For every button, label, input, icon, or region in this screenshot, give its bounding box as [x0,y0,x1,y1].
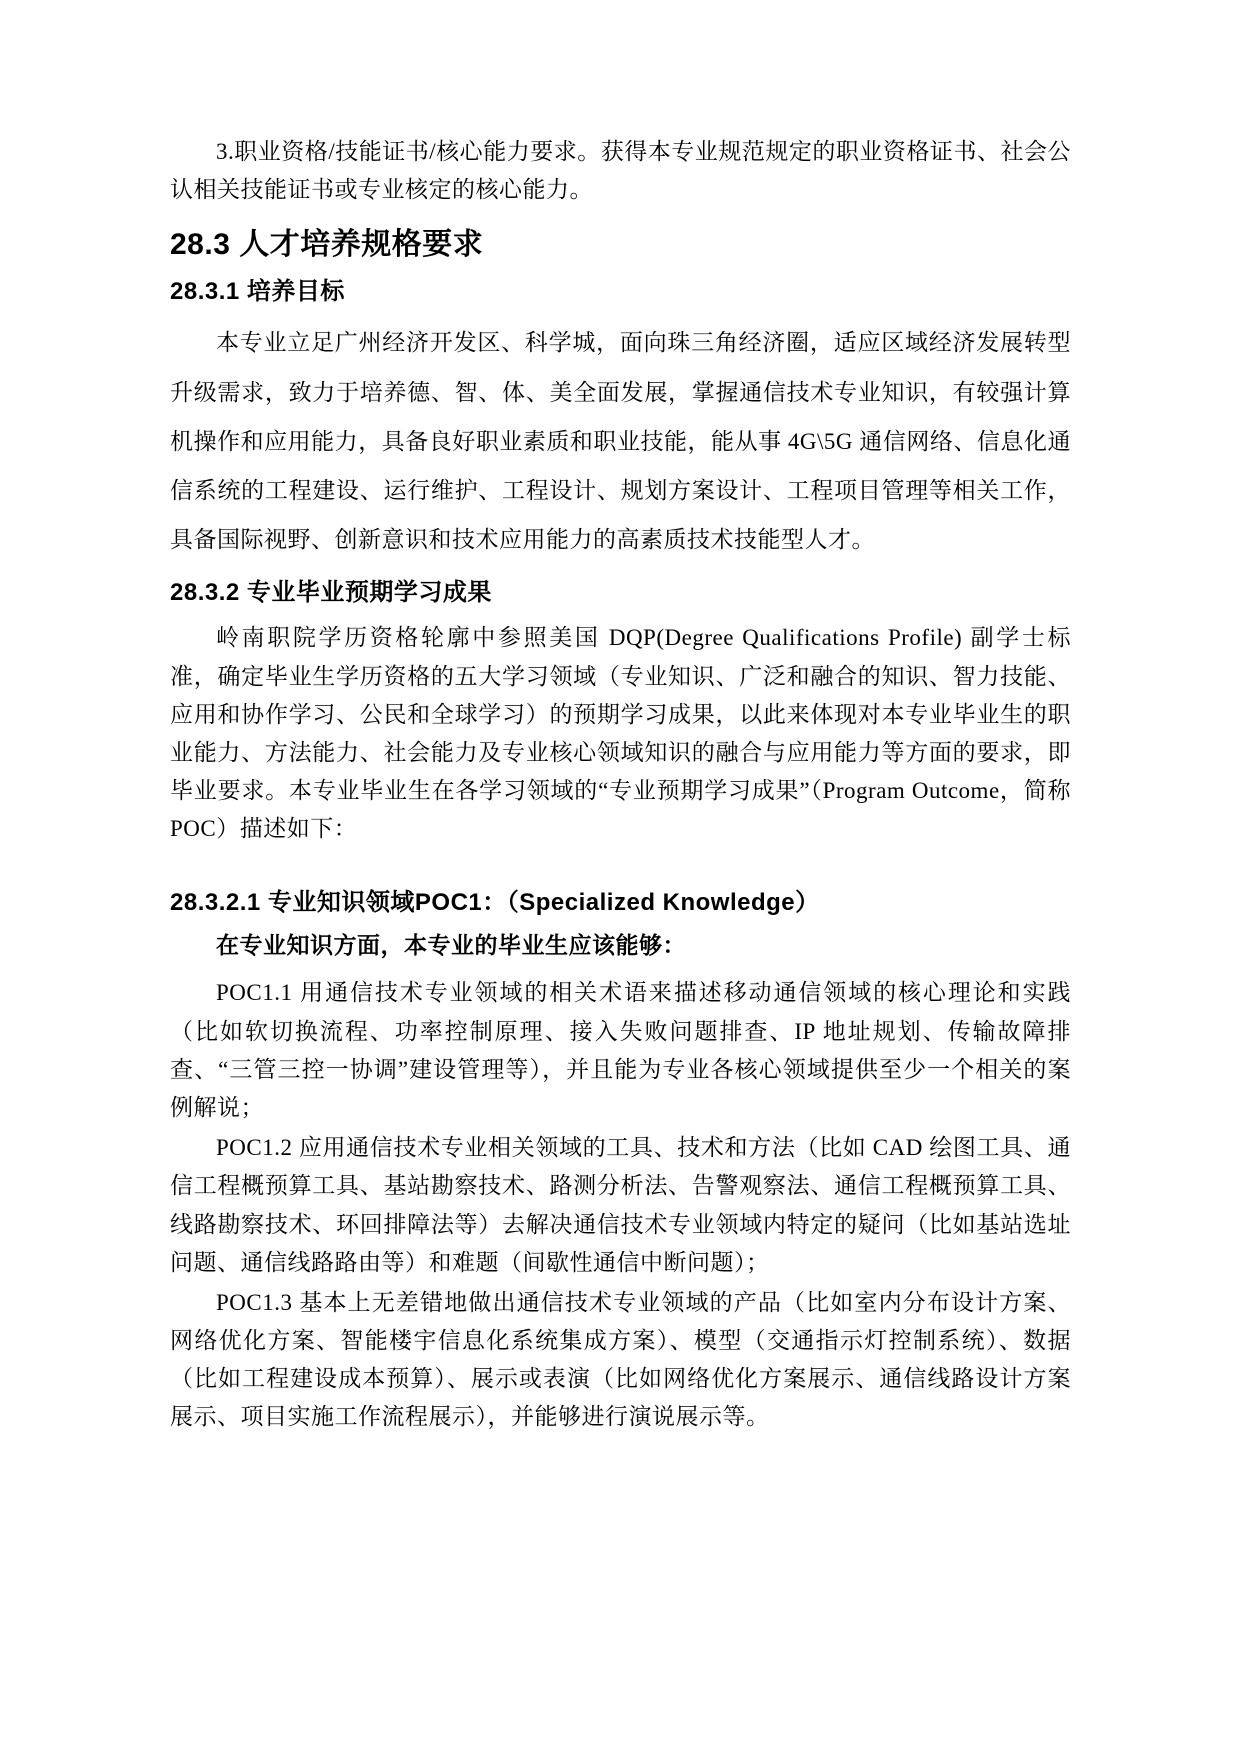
paragraph-poc1-lead: 在专业知识方面，本专业的毕业生应该能够： [216,932,686,959]
paragraph-cert-requirements: 3.职业资格/技能证书/核心能力要求。获得本专业规范规定的职业资格证书、社会公认相关技能证书或专业核定的核心能力。 [170,139,1071,203]
paragraph-poc1-3: POC1.3 基本上无差错地做出通信技术专业领域的产品（比如室内分布设计方案、网络优化方案、智能楼宇信息化系统集成方案）、模型（交通指示灯控制系统）、数据（比如工程建设成本预算）、展示或表演（比如网络优化方案展示、通信线路设计方案展示、项目实施工作流程展示），并能够进行演说展示等。 [170,1289,1071,1430]
paragraph-learning-outcomes: 岭南职院学历资格轮廓中参照美国 DQP(Degree Qualifications Profile) 副学士标准，确定毕业生学历资格的五大学习领域（专业知识、广泛和融合的知识、智力技能、应用和协作学习、公民和全球学习）的预期学习成果，以此来体现对本专业毕业生的职业能力、方法能力、社会能力及专业核心领域知识的融合与应用能力等方面的要求，即毕业要求。本专业毕业生在各学习领域的“专业预期学习成果”（Program Outcome，简称 POC）描述如下： [170,625,1071,842]
heading-poc1-specialized-knowledge: 28.3.2.1 专业知识领域POC1：（Specialized Knowledge） [170,889,820,917]
heading-talent-training-specs: 28.3 人才培养规格要求 [170,228,484,262]
heading-expected-learning-outcomes: 28.3.2 专业毕业预期学习成果 [170,579,492,607]
paragraph-poc1-2: POC1.2 应用通信技术专业相关领域的工具、技术和方法（比如 CAD 绘图工具、通信工程概预算工具、基站勘察技术、路测分析法、告警观察法、通信工程概预算工具、线路勘察技术、环回排障法等）去解决通信技术专业领域内特定的疑问（比如基站选址问题、通信线路路由等）和难题（间歇性通信中断问题）； [170,1135,1071,1275]
paragraph-poc1-1: POC1.1 用通信技术专业领域的相关术语来描述移动通信领域的核心理论和实践（比如软切换流程、功率控制原理、接入失败问题排查、IP 地址规划、传输故障排查、“三管三控一协调”建设管理等），并且能为专业各核心领域提供至少一个相关的案例解说； [170,980,1071,1120]
heading-training-goal: 28.3.1 培养目标 [170,278,345,306]
paragraph-training-goal: 本专业立足广州经济开发区、科学城，面向珠三角经济圈，适应区域经济发展转型升级需求，致力于培养德、智、体、美全面发展，掌握通信技术专业知识，有较强计算机操作和应用能力，具备良好职业素质和职业技能，能从事 4G\5G 通信网络、信息化通信系统的工程建设、运行维护、工程设计、规划方案设计、工程项目管理等相关工作，具备国际视野、创新意识和技术应用能力的高素质技术技能型人才。 [170,330,1071,553]
